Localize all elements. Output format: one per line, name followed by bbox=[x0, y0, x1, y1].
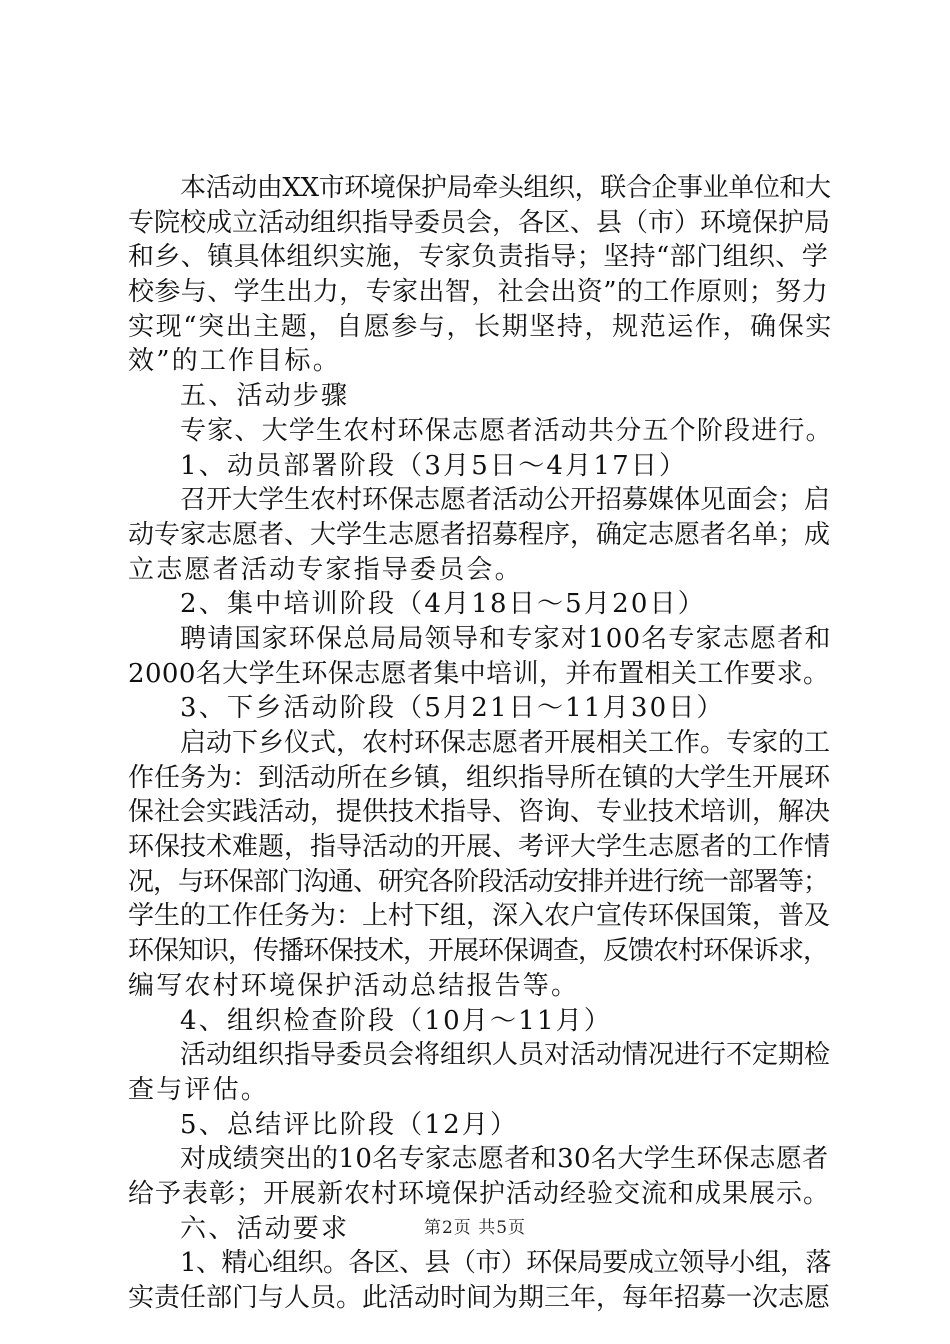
text-line: 启动下乡仪式，农村环保志愿者开展相关工作。专家的工 bbox=[180, 728, 831, 758]
text-line: 五、活动步骤 bbox=[180, 381, 350, 412]
text-line: 本活动由XX市环境保护局牵头组织，联合企事业单位和大 bbox=[180, 173, 831, 203]
page-footer: 第2页 共5页 bbox=[423, 1218, 527, 1238]
text-line: 校参与、学生出力，专家出智，社会出资”的工作原则；努力 bbox=[128, 277, 829, 308]
text-line: 对成绩突出的10名专家志愿者和30名大学生环保志愿者 bbox=[180, 1144, 829, 1175]
text-line: 和乡、镇具体组织实施，专家负责指导；坚持“部门组织、学 bbox=[128, 242, 829, 273]
text-line: 给予表彰；开展新农村环境保护活动经验交流和成果展示。 bbox=[128, 1178, 831, 1209]
text-line: 效”的工作目标。 bbox=[128, 346, 341, 377]
document-body bbox=[128, 171, 833, 1316]
text-line: 查与评估。 bbox=[128, 1074, 270, 1105]
text-line: 实现“突出主题，自愿参与，长期坚持，规范运作，确保实 bbox=[128, 311, 833, 342]
text-line: 1、动员部署阶段（3月5日～4月17日） bbox=[180, 450, 688, 481]
text-line: 2、集中培训阶段（4月18日～5月20日） bbox=[180, 589, 706, 620]
text-line: 动专家志愿者、大学生志愿者招募程序，确定志愿者名单；成 bbox=[128, 519, 831, 550]
text-line: 学生的工作任务为：上村下组，深入农户宣传环保国策，普及 bbox=[128, 901, 831, 932]
text-line: 实责任部门与人员。此活动时间为期三年，每年招募一次志愿 bbox=[128, 1283, 831, 1313]
text-line: 作任务为：到活动所在乡镇，组织指导所在镇的大学生开展环 bbox=[128, 762, 831, 793]
text-line: 召开大学生农村环保志愿者活动公开招募媒体见面会；启 bbox=[180, 485, 831, 516]
text-line: 聘请国家环保总局局领导和专家对100名专家志愿者和 bbox=[180, 623, 832, 654]
text-line: 活动组织指导委员会将组织人员对活动情况进行不定期检 bbox=[180, 1040, 831, 1071]
text-line: 2000名大学生环保志愿者集中培训，并布置相关工作要求。 bbox=[128, 658, 830, 689]
text-line: 专院校成立活动组织指导委员会，各区、县（市）环境保护局 bbox=[128, 207, 831, 238]
text-line: 4、组织检查阶段（10月～11月） bbox=[180, 1005, 613, 1036]
text-line: 3、下乡活动阶段（5月21日～11月30日） bbox=[180, 693, 725, 724]
text-line: 环保技术难题，指导活动的开展、考评大学生志愿者的工作情 bbox=[128, 832, 831, 863]
text-line: 立志愿者活动专家指导委员会。 bbox=[128, 554, 523, 585]
text-line: 六、活动要求 bbox=[180, 1213, 350, 1244]
text-line: 5、总结评比阶段（12月） bbox=[180, 1109, 519, 1140]
text-line: 1、精心组织。各区、县（市）环保局要成立领导小组，落 bbox=[180, 1248, 831, 1279]
text-line: 环保知识，传播环保技术，开展环保调查，反馈农村环保诉求， bbox=[128, 936, 829, 967]
text-line: 保社会实践活动，提供技术指导、咨询、专业技术培训，解决 bbox=[128, 797, 831, 828]
text-line: 专家、大学生农村环保志愿者活动共分五个阶段进行。 bbox=[180, 415, 833, 446]
text-line: 况，与环保部门沟通、研究各阶段活动安排并进行统一部署等； bbox=[128, 866, 829, 897]
text-line: 编写农村环境保护活动总结报告等。 bbox=[128, 970, 580, 1001]
